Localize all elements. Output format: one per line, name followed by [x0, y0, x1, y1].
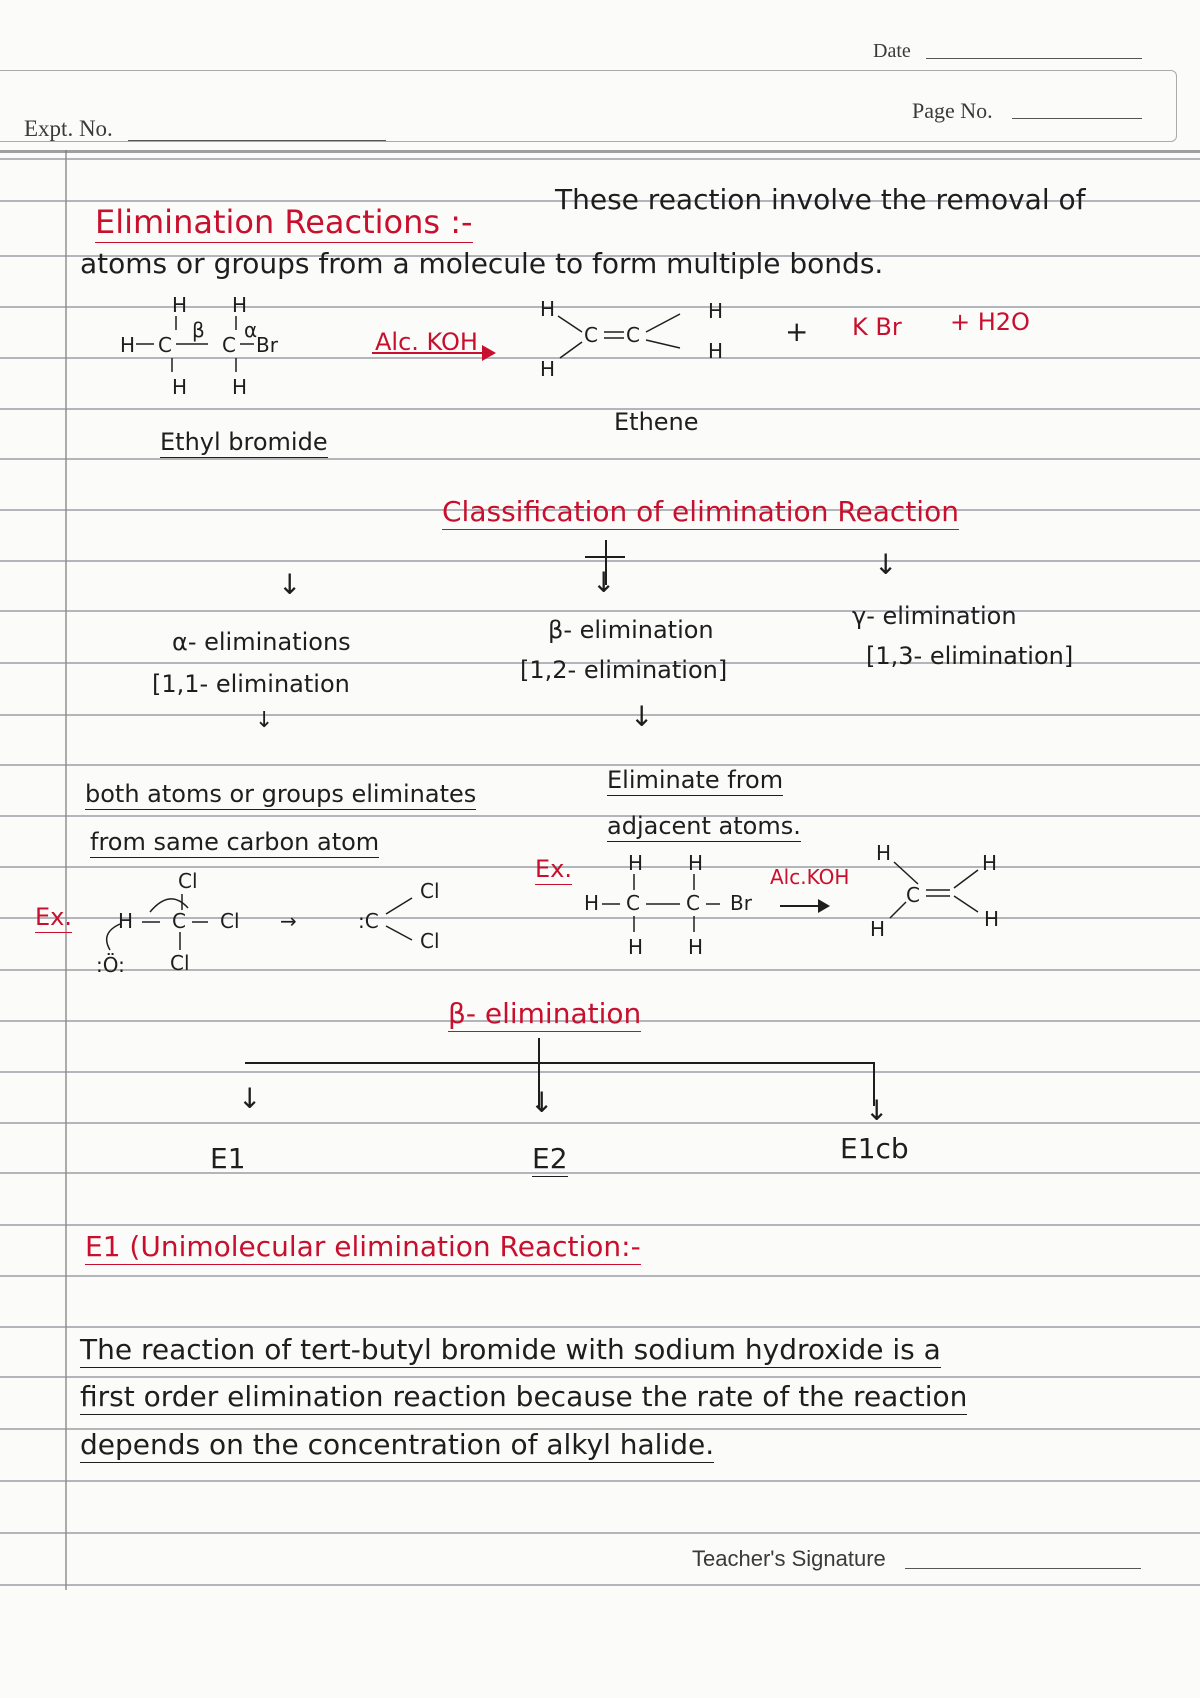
reaction-arrow-2-head: [818, 899, 830, 913]
svg-text:H: H: [540, 357, 556, 381]
alc-koh-short: Alc.KOH: [770, 865, 850, 889]
svg-text:H: H: [688, 851, 704, 875]
svg-text::C: :C: [358, 909, 379, 933]
reaction-arrow-1: [372, 352, 487, 354]
h2o-product: + H2O: [950, 308, 1030, 336]
beta-description-2: adjacent atoms.: [607, 812, 801, 840]
arrow-down-beta-2: ↓: [630, 700, 654, 733]
alpha-elimination-label: α- eliminations: [172, 628, 351, 656]
reaction-arrow-1-head: [482, 345, 496, 361]
svg-text:C: C: [222, 333, 236, 357]
header-box: [0, 70, 1177, 142]
e1-text-line1: The reaction of tert-butyl bromide with sodium hydroxide is a: [80, 1333, 941, 1366]
plus-sign: +: [785, 315, 809, 348]
beta-elimination-title: β- elimination: [448, 997, 642, 1030]
example-label-beta: Ex.: [535, 855, 572, 883]
e1-section-heading: E1 (Unimolecular elimination Reaction:-: [85, 1230, 641, 1263]
e1-label: E1: [210, 1142, 246, 1175]
svg-text:Br: Br: [730, 891, 752, 915]
gamma-elimination-sub: [1,3- elimination]: [866, 642, 1074, 670]
svg-text:C: C: [172, 909, 186, 933]
svg-text:H: H: [540, 297, 556, 321]
classification-stem-tick: [585, 556, 625, 558]
alpha-example-structure: [90, 868, 470, 998]
svg-text:C: C: [626, 891, 640, 915]
svg-text:H: H: [876, 841, 892, 865]
date-label: Date: [873, 40, 911, 62]
svg-text:H: H: [584, 891, 600, 915]
page-label: Page No.: [912, 98, 993, 123]
e1cb-label: E1cb: [840, 1132, 909, 1165]
intro-text-line1: These reaction involve the removal of: [555, 183, 1086, 216]
svg-text:Cl: Cl: [170, 951, 190, 975]
margin-line: [65, 150, 67, 1590]
svg-text:H: H: [118, 909, 134, 933]
svg-text:H: H: [688, 935, 704, 959]
svg-text:H: H: [628, 851, 644, 875]
alpha-description-1: both atoms or groups eliminates: [85, 780, 477, 808]
e1-text-line3: depends on the concentration of alkyl halide.: [80, 1428, 715, 1461]
example-label-alpha: Ex.: [35, 903, 72, 931]
svg-text:C: C: [626, 323, 640, 347]
beta-carbon-label: β: [192, 318, 205, 342]
beta-elimination-sub: [1,2- elimination]: [520, 656, 728, 684]
svg-text:C: C: [906, 883, 920, 907]
arrow-down-e1cb: ↓: [865, 1094, 889, 1127]
svg-text::Ö:: :Ö:: [96, 953, 125, 977]
svg-text:H: H: [232, 375, 248, 399]
expt-field: [128, 140, 386, 141]
beta-description-1: Eliminate from: [607, 766, 784, 794]
alpha-carbon-label: α: [244, 318, 258, 342]
kbr-product: K Br: [852, 313, 902, 341]
reagent-alc-koh: Alc. KOH: [375, 328, 478, 356]
svg-text:H: H: [870, 917, 886, 941]
svg-text:H: H: [172, 293, 188, 317]
arrow-down-gamma: ↓: [874, 548, 898, 581]
svg-text:Cl: Cl: [220, 909, 240, 933]
svg-text:H: H: [120, 333, 136, 357]
svg-text:C: C: [584, 323, 598, 347]
e2-label: E2: [532, 1142, 568, 1175]
ethene-label: Ethene: [614, 408, 699, 436]
header-separator: [0, 150, 1200, 153]
classification-title: Classification of elimination Reaction: [442, 495, 959, 528]
svg-text:H: H: [708, 339, 724, 363]
svg-text:H: H: [708, 299, 724, 323]
svg-text:H: H: [984, 907, 1000, 931]
arrow-down-beta: ↓: [592, 566, 616, 599]
ethyl-bromide-label: Ethyl bromide: [160, 428, 328, 456]
ethene-example-structure: [860, 840, 1030, 950]
beta-elimination-label: β- elimination: [548, 616, 714, 644]
e1-text-line2: first order elimination reaction because the rate of the reaction: [80, 1380, 968, 1413]
alpha-elimination-sub: [1,1- elimination: [152, 670, 350, 698]
svg-text:C: C: [686, 891, 700, 915]
ethene-structure: [530, 296, 740, 386]
teachers-signature-label: Teacher's Signature: [692, 1546, 886, 1571]
arrow-down-alpha: ↓: [278, 568, 302, 601]
svg-text:Cl: Cl: [420, 879, 440, 903]
svg-text:C: C: [158, 333, 172, 357]
svg-text:H: H: [232, 293, 248, 317]
beta-tree-line: [245, 1062, 875, 1064]
reaction-arrow-2: [780, 905, 822, 907]
svg-text:Cl: Cl: [178, 869, 198, 893]
expt-label: Expt. No.: [24, 116, 113, 141]
alpha-description-2: from same carbon atom: [90, 828, 380, 856]
date-field: [926, 58, 1142, 59]
svg-text:Cl: Cl: [420, 929, 440, 953]
gamma-elimination-label: γ- elimination: [852, 602, 1017, 630]
intro-text-line2: atoms or groups from a molecule to form multiple bonds.: [80, 247, 884, 280]
svg-text:→: →: [280, 909, 297, 933]
signature-field: [905, 1568, 1141, 1569]
arrow-down-e1: ↓: [238, 1082, 262, 1115]
page-field: [1012, 118, 1142, 119]
svg-text:H: H: [982, 851, 998, 875]
svg-text:H: H: [172, 375, 188, 399]
intro-heading: Elimination Reactions :-: [95, 203, 473, 241]
svg-text:H: H: [628, 935, 644, 959]
arrow-down-alpha-2: ↓: [255, 708, 274, 733]
arrow-down-e2: ↓: [530, 1086, 554, 1119]
ethyl-bromide-structure: [120, 292, 350, 402]
svg-text:Br: Br: [256, 333, 278, 357]
